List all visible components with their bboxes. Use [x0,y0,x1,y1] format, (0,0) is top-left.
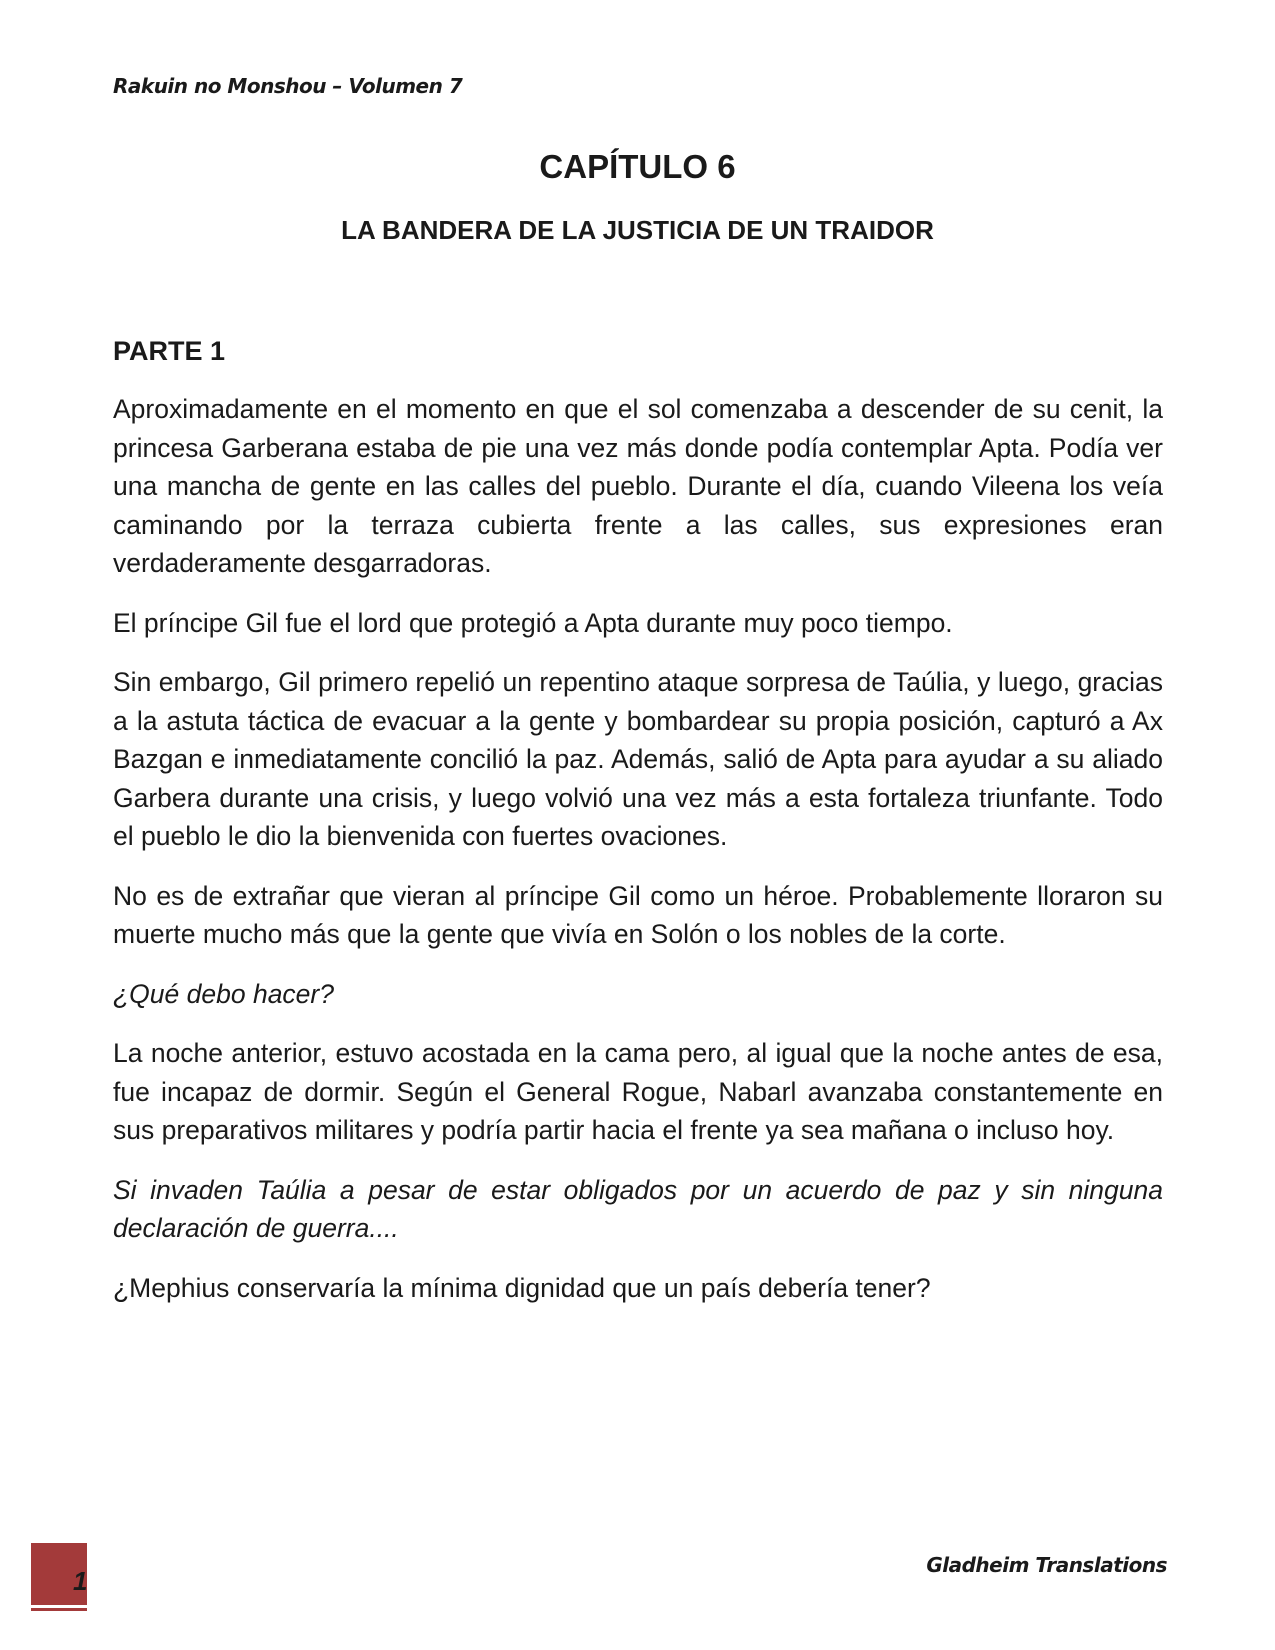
page-number: 1 [73,1566,87,1596]
paragraph: No es de extrañar que vieran al príncipe Gil como un héroe. Probablemente lloraron su muerte mucho más que la gente que vivía en Solón o los nobles de la corte. [113,880,1163,949]
body-text [113,390,1163,1328]
chapter-title: CAPÍTULO 6 [539,148,736,185]
running-header-title: Rakuin no Monshou – Volumen 7 [113,74,463,98]
paragraph: Aproximadamente en el momento en que el sol comenzaba a descender de su cenit, la princesa Garberana estaba de pie una vez más donde podía contemplar Apta. Podía ver una mancha de gente en las calles del pueblo. Durante el día, cuando Vileena los veía caminando por la terraza cubierta frente a las calles, sus expresiones eran verdaderamente desgarradoras. [113,394,1163,578]
italic-thought-paragraph: Si invaden Taúlia a pesar de estar obligados por un acuerdo de paz y sin ninguna declaración de guerra.... [113,1174,1163,1243]
paragraph: ¿Mephius conservaría la mínima dignidad que un país debería tener? [113,1272,931,1303]
chapter-subtitle: LA BANDERA DE LA JUSTICIA DE UN TRAIDOR [341,215,934,245]
section-heading: PARTE 1 [113,336,226,366]
italic-thought-paragraph: ¿Qué debo hacer? [113,978,334,1009]
paragraph: El príncipe Gil fue el lord que protegió a Apta durante muy poco tiempo. [113,607,953,638]
paragraph: La noche anterior, estuvo acostada en la cama pero, al igual que la noche antes de esa, fue incapaz de dormir. Según el General Rogue, Nabarl avanzaba constantemente en sus preparativos militares y podría partir hacia el frente ya sea mañana o incluso hoy. [113,1038,1163,1145]
footer-credit: Gladheim Translations [926,1553,1167,1577]
paragraph: Sin embargo, Gil primero repelió un repentino ataque sorpresa de Taúlia, y luego, gracias a la astuta táctica de evacuar a la gente y bombardear su propia posición, capturó a Ax Bazgan e inmediatamente concilió la paz. Además, salió de Apta para ayudar a su aliado Garbera durante una crisis, y luego volvió una vez más a esta fortaleza triunfante. Todo el pueblo le dio la bienvenida con fuertes ovaciones. [113,667,1163,851]
page-number-underline [31,1608,87,1611]
